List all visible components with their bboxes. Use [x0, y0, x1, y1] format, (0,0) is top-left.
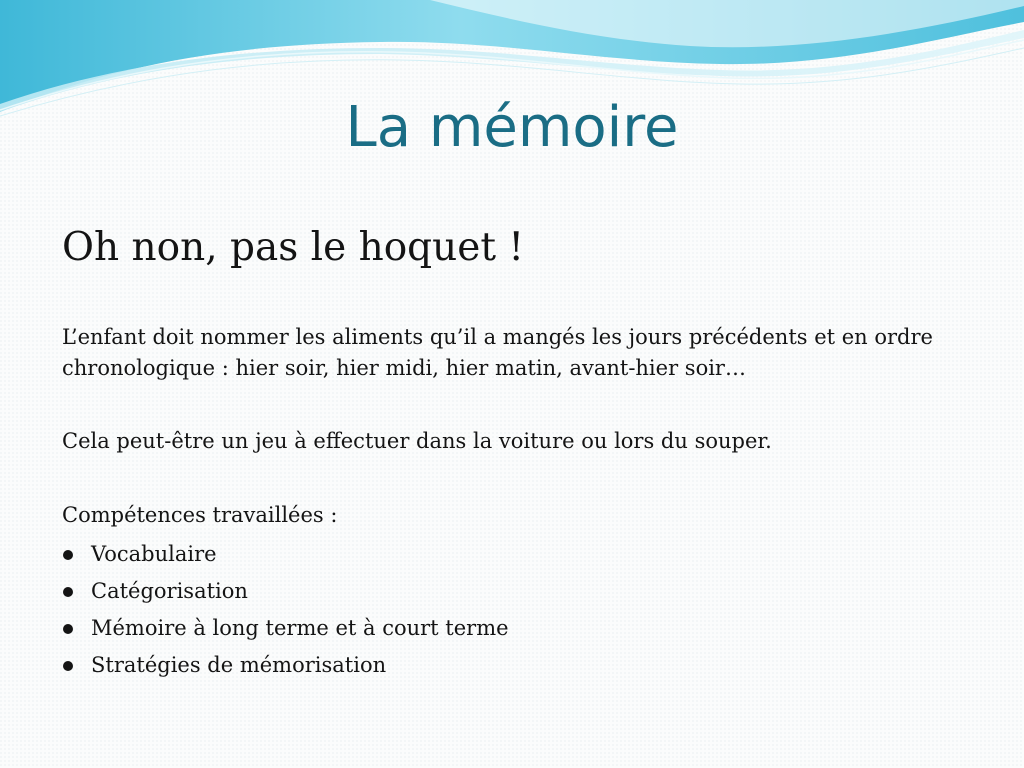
bullet-icon — [63, 624, 73, 634]
slide-body — [62, 218, 982, 684]
list-item — [62, 536, 982, 573]
skill-label: Mémoire à long terme et à court terme — [91, 616, 509, 640]
skill-label: Vocabulaire — [91, 542, 217, 566]
bullet-icon — [63, 550, 73, 560]
slide-title: La mémoire — [345, 95, 679, 160]
slide-subtitle: Oh non, pas le hoquet ! — [62, 225, 525, 270]
skills-heading: Compétences travaillées : — [62, 503, 338, 527]
list-item — [62, 647, 982, 684]
list-item — [62, 610, 982, 647]
skills-list — [62, 536, 982, 684]
list-item — [62, 573, 982, 610]
bullet-icon — [63, 587, 73, 597]
bullet-icon — [63, 661, 73, 671]
skill-label: Catégorisation — [91, 579, 248, 603]
skill-label: Stratégies de mémorisation — [91, 653, 387, 677]
context-paragraph: Cela peut-être un jeu à effectuer dans la voiture ou lors du souper. — [62, 429, 772, 453]
instruction-paragraph: L’enfant doit nommer les aliments qu’il a mangés les jours précédents et en ordre chronologique : hier soir, hier midi, hier matin, avant-hier soir… — [62, 325, 933, 380]
